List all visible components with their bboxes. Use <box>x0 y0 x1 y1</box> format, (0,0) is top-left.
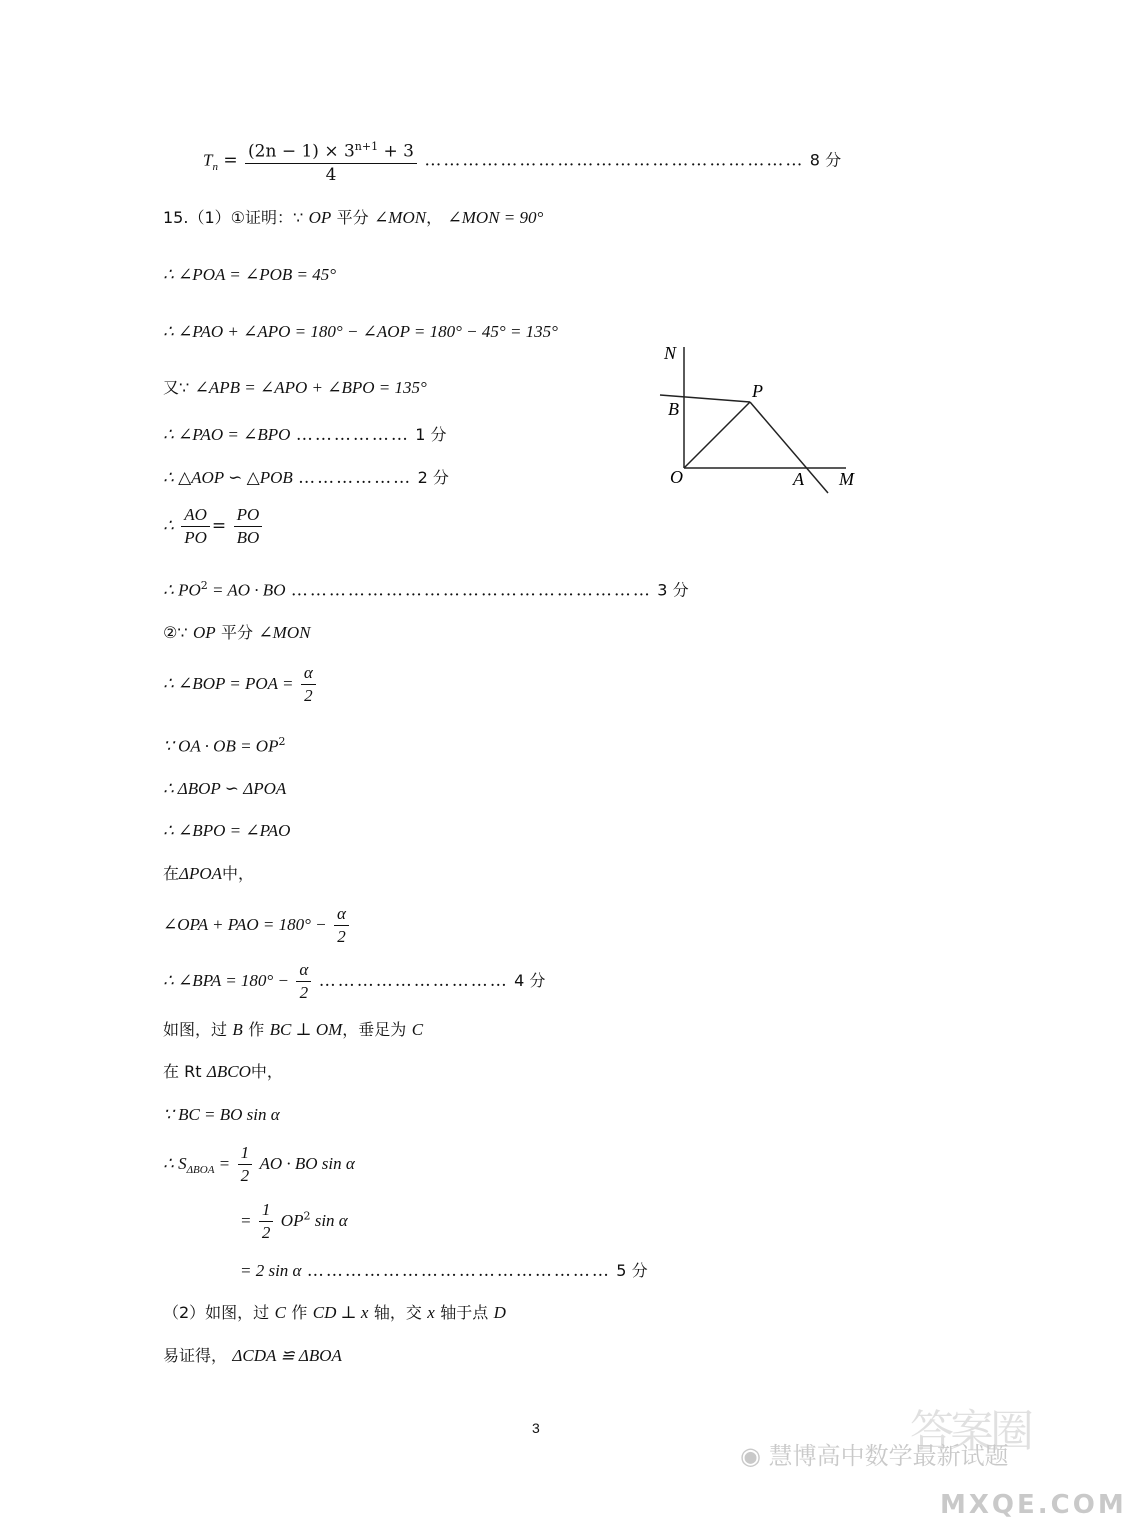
step-line-17 <box>163 959 545 1004</box>
area-eq: = <box>214 1154 231 1173</box>
step-line-8: ∴ $\frac{AO}{PO}$ = $\frac{PO}{BO}$ <box>163 504 264 549</box>
point-b: B <box>232 1020 243 1039</box>
leader-dots: ………………………………………………… <box>290 580 652 601</box>
leader-dots: ……………… <box>295 425 410 445</box>
step-12-exponent: 2 <box>278 735 286 748</box>
frac-den-po: PO <box>184 528 207 547</box>
step-line-21 <box>163 1142 355 1187</box>
congruence-expr: ΔCDA ≌ ΔBOA <box>232 1346 342 1365</box>
middle-text: 中， <box>222 864 255 883</box>
triangle-poa: ΔPOA <box>179 864 223 883</box>
fraction-half-2 <box>259 1199 274 1244</box>
tn-symbol: T <box>203 150 213 170</box>
point-d: D <box>493 1303 506 1322</box>
frac-den-2d: 2 <box>240 1166 250 1185</box>
page-number: 3 <box>532 1420 540 1436</box>
step-line-3: ∴ ∠POA = ∠POB = 45° <box>163 265 337 284</box>
score-8: 8 分 <box>809 150 842 170</box>
step-line-19 <box>163 1061 283 1083</box>
step-line-18 <box>163 1019 423 1041</box>
segment-pa <box>750 402 828 493</box>
part-2-line <box>163 1302 506 1324</box>
step-line-22 <box>240 1199 348 1244</box>
fraction-alpha-2c <box>296 959 311 1004</box>
fraction-half <box>238 1142 253 1187</box>
frac-num-po: PO <box>234 504 263 527</box>
tn-formula-line: $T_n$ = $\frac{(2n - 1) \times 3^{n+1} + 3}{4}$ …………………………………………………… 8 分 <box>203 136 841 186</box>
step-16-eq: ∠OPA + PAO = 180° − <box>163 915 327 934</box>
leader-dots: ………………………… <box>318 971 509 991</box>
in-rt-text: 在 Rt <box>163 1062 202 1081</box>
problem-15-prefix: 15.（1）①证明：∵ <box>163 208 304 227</box>
frac-num-alpha-b: α <box>334 903 349 926</box>
point-c-2: C <box>274 1303 286 1322</box>
op-expr: OP <box>280 1211 304 1230</box>
step-11-eq: ∴ ∠BOP = POA = <box>163 674 294 693</box>
step-line-13: ∴ ΔBOP ∽ ΔPOA <box>163 779 287 798</box>
angle-mon-2: ∠MON <box>258 623 311 642</box>
score-2: 2 分 <box>417 468 449 487</box>
tn-numerator-end: + 3 <box>378 141 414 162</box>
fraction-alpha-2 <box>301 662 316 707</box>
draw-text-2: 作 <box>291 1303 308 1322</box>
step-line-15 <box>163 863 254 885</box>
tn-denominator: 4 <box>325 164 337 185</box>
step-12-eq: ∵ OA · OB = OP <box>163 736 279 756</box>
step-line-12 <box>163 731 285 758</box>
angle-mon-eq: ∠MON = 90° <box>447 208 544 227</box>
step-line-9 <box>163 575 689 602</box>
tn-fraction <box>245 136 417 186</box>
sin-alpha: sin α <box>310 1211 348 1230</box>
axis-at-point-text: 轴于点 <box>440 1303 489 1322</box>
frac-num-1b: 1 <box>259 1199 274 1222</box>
foot-text: ，垂足为 <box>342 1020 407 1039</box>
area-symbol: ∴ S <box>163 1154 187 1173</box>
fraction-alpha-2b <box>334 903 349 948</box>
watermark-label: 慧博高中数学最新试题 <box>768 1442 1009 1470</box>
score-5: 5 分 <box>616 1261 648 1280</box>
watermark-text <box>740 1436 1009 1471</box>
comma: ， <box>426 208 443 227</box>
step-line-7 <box>163 467 449 489</box>
score-4: 4 分 <box>514 971 546 990</box>
fraction-po-bo <box>234 504 263 549</box>
frac-den-bo: BO <box>236 528 260 547</box>
frac-den-2c: 2 <box>299 983 309 1002</box>
label-m: M <box>839 469 854 489</box>
x-symbol: x <box>427 1303 435 1322</box>
step-line-25 <box>163 1345 342 1367</box>
step-9-exponent: 2 <box>200 579 208 592</box>
step-9-start: ∴ PO <box>163 580 201 600</box>
problem-15-header <box>163 207 543 229</box>
triangle-bco: ΔBCO <box>206 1062 251 1081</box>
frac-den-2: 2 <box>304 686 313 705</box>
step-line-16 <box>163 903 351 948</box>
step-23-eq: = 2 sin α <box>240 1261 302 1280</box>
easy-proof-text: 易证得， <box>163 1346 228 1365</box>
bisect-text-2: 平分 <box>221 623 254 642</box>
step-line-4: ∴ ∠PAO + ∠APO = 180° − ∠AOP = 180° − 45° = 135° <box>163 322 558 341</box>
step-5-prefix: 又∵ <box>163 378 190 397</box>
axis-cross-text: 轴，交 <box>373 1303 422 1322</box>
score-1: 1 分 <box>415 425 447 444</box>
step-6-eq: ∴ ∠PAO = ∠BPO <box>163 425 291 444</box>
segment-op <box>684 402 750 468</box>
step-line-23 <box>240 1260 648 1282</box>
label-o: O <box>670 467 683 487</box>
leader-dots: ………………………………………… <box>306 1261 611 1281</box>
frac-num-ao: AO <box>181 504 210 527</box>
middle-text-2: 中， <box>250 1062 283 1081</box>
label-n: N <box>664 343 677 363</box>
fraction-ao-po <box>181 504 210 549</box>
as-shown-text: 如图，过 <box>163 1020 228 1039</box>
step-7-eq: ∴ △AOP ∽ △POB <box>163 468 293 487</box>
label-a: A <box>793 469 804 489</box>
angle-mon: ∠MON <box>374 208 427 227</box>
step-line-5 <box>163 377 427 399</box>
label-b: B <box>668 399 679 419</box>
bc-perp-om: BC ⊥ OM <box>269 1020 343 1039</box>
step-17-eq: ∴ ∠BPA = 180° − <box>163 971 289 990</box>
point-c: C <box>411 1020 424 1039</box>
bisect-text: 平分 <box>336 208 369 227</box>
part-2-prefix: ②∵ <box>163 623 188 642</box>
geometry-figure <box>650 335 880 505</box>
step-line-14: ∴ ∠BPO = ∠PAO <box>163 821 291 840</box>
frac-num-alpha: α <box>301 662 316 685</box>
step-line-6 <box>163 424 447 446</box>
tn-numerator-exponent: n+1 <box>354 140 379 153</box>
frac-num-alpha-c: α <box>296 959 311 982</box>
wechat-icon: ◉ <box>740 1442 761 1470</box>
score-3: 3 分 <box>657 580 689 600</box>
op-exponent: 2 <box>303 1209 311 1223</box>
leader-dots: …………………………………………………… <box>424 150 805 171</box>
area-expr: AO · BO sin α <box>259 1154 355 1173</box>
op-symbol-2: OP <box>192 623 216 642</box>
leader-dots: ……………… <box>298 468 413 488</box>
cd-perp-x: CD ⊥ x <box>312 1303 369 1322</box>
step-9-end: = AO · BO <box>207 580 286 600</box>
step-line-20: ∵ BC = BO sin α <box>163 1105 280 1124</box>
frac-num-1: 1 <box>238 1142 253 1165</box>
watermark-site: MXQE.COM <box>940 1490 1127 1520</box>
part-2-as-shown: （2）如图，过 <box>163 1303 270 1322</box>
label-p: P <box>752 381 763 401</box>
draw-text: 作 <box>248 1020 265 1039</box>
therefore-symbol: ∴ <box>163 516 174 535</box>
frac-den-2b: 2 <box>337 927 346 946</box>
in-text: 在 <box>163 864 180 883</box>
op-symbol: OP <box>308 208 332 227</box>
watermark-logo: 答案圈 <box>910 1406 1030 1457</box>
step-line-11 <box>163 662 318 707</box>
eq-sign: = <box>240 1211 252 1230</box>
frac-den-2e: 2 <box>261 1223 271 1242</box>
tn-numerator: (2n − 1) × 3 <box>248 141 355 162</box>
area-subscript: ΔBOA <box>186 1164 215 1177</box>
part-2-header <box>163 622 310 644</box>
step-5-eq: ∠APB = ∠APO + ∠BPO = 135° <box>194 378 427 397</box>
